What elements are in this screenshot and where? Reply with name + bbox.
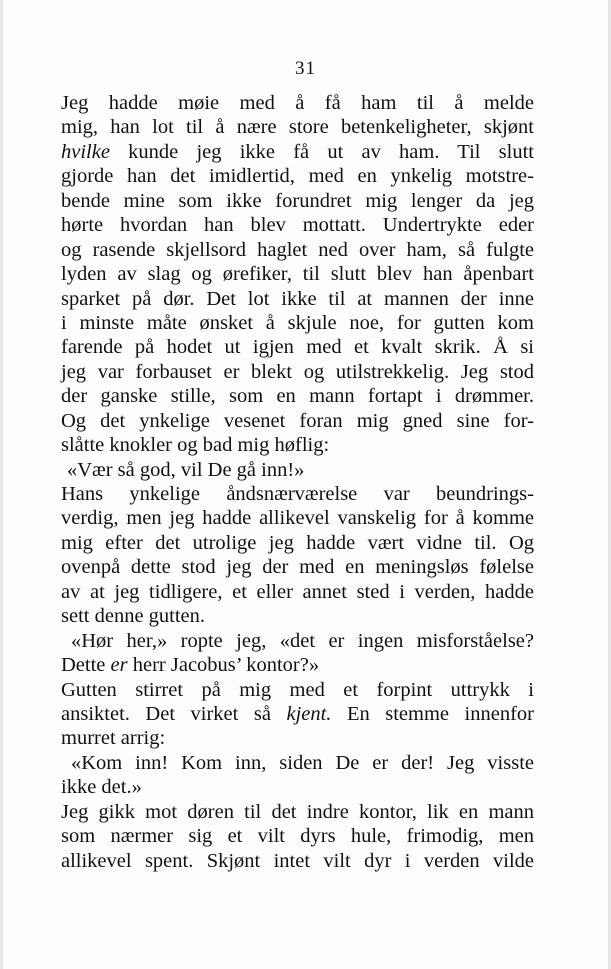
text-segment: Dette (61, 654, 111, 677)
text-segment: lyden av slag og ørefiker, til slutt blev han åpenbart (61, 263, 534, 286)
text-segment: sparket på dør. Det lot ikke til at mannen der inne (61, 287, 534, 310)
text-line (61, 580, 534, 604)
text-segment: allikevel spent. Skjønt intet vilt dyr i verden vilde (61, 849, 534, 872)
italic-word: kjent. (286, 702, 332, 725)
text-line (61, 629, 534, 653)
text-segment: farende på hodet ut igjen med et kvalt skrik. Å si (61, 336, 534, 359)
text-line (61, 164, 534, 188)
text-segment: Gutten stirret på mig med et forpint uttrykk i (61, 678, 534, 701)
text-line (61, 678, 534, 702)
text-segment: ansiktet. Det virket så (61, 702, 287, 725)
text-line (61, 140, 534, 164)
text-segment: av at jeg tidligere, et eller annet sted i verden, hadde (61, 580, 534, 603)
text-line (61, 433, 534, 457)
text-segment: murret arrig: (61, 727, 166, 750)
text-line (61, 555, 534, 579)
italic-word: er (110, 654, 128, 677)
text-segment: «Vær så god, vil De gå inn!» (67, 458, 305, 481)
text-segment: og rasende skjellsord haglet ned over ham, så fulgte (61, 238, 534, 261)
page-number: 31 (295, 58, 316, 79)
italic-word: hvilke (61, 140, 110, 163)
text-segment: «Kom inn! Kom inn, siden De er der! Jeg visste (71, 751, 534, 774)
text-segment: ikke det.» (61, 776, 142, 799)
text-line (61, 91, 534, 115)
text-line (61, 482, 534, 506)
text-line (61, 262, 534, 286)
text-segment: som nærmer sig et vilt dyrs hule, frimodig, men (61, 825, 534, 848)
text-segment: i minste måte ønsket å skjule noe, for gutten kom (61, 311, 534, 334)
text-segment: verdig, men jeg hadde allikevel vanskelig for å komme (61, 507, 534, 530)
text-segment: «Hør her,» ropte jeg, «det er ingen misforståelse? (71, 629, 534, 652)
body-text (61, 91, 534, 873)
text-line (61, 531, 534, 555)
text-line (61, 653, 534, 677)
text-line (61, 287, 534, 311)
text-segment: Og det ynkelige vesenet foran mig gned sine for- (61, 409, 534, 432)
text-segment: slåtte knokler og bad mig høflig: (61, 434, 330, 457)
text-segment: gjorde han det imidlertid, med en ynkelig motstre- (61, 165, 534, 188)
text-segment: herr Jacobus’ kontor?» (127, 654, 320, 677)
text-line (61, 409, 534, 433)
text-line (61, 506, 534, 530)
text-segment: ovenpå dette stod jeg der med en meningsløs følelse (61, 556, 534, 579)
book-page (3, 0, 608, 969)
text-line (61, 213, 534, 237)
text-segment: hørte hvordan han blev mottatt. Undertrykte eder (61, 214, 534, 237)
text-line (61, 702, 534, 726)
text-line (61, 458, 534, 482)
text-segment: En stemme innenfor (331, 702, 534, 725)
text-line (61, 384, 534, 408)
text-line (61, 800, 534, 824)
text-line (61, 849, 534, 873)
text-segment: Jeg gikk mot døren til det indre kontor, lik en mann (61, 800, 534, 823)
text-line (61, 604, 534, 628)
text-line (61, 335, 534, 359)
text-line (61, 751, 534, 775)
text-line (61, 824, 534, 848)
text-line (61, 238, 534, 262)
text-segment: bende mine som ikke forundret mig lenger da jeg (61, 189, 534, 212)
text-line (61, 189, 534, 213)
text-line (61, 726, 534, 750)
text-line (61, 115, 534, 139)
text-segment: der ganske stille, som en mann fortapt i drømmer. (61, 385, 534, 408)
text-segment: Hans ynkelige åndsnærværelse var beundrings- (61, 483, 534, 505)
text-segment: kunde jeg ikke få ut av ham. Til slutt (109, 140, 534, 163)
text-segment: mig, han lot til å nære store betenkeligheter, skjønt (61, 116, 534, 139)
text-segment: sett denne gutten. (61, 605, 206, 628)
text-line (61, 360, 534, 384)
text-segment: mig efter det utrolige jeg hadde vært vidne til. Og (61, 531, 534, 554)
text-segment: jeg var forbauset er blekt og utilstrekkelig. Jeg stod (61, 360, 534, 383)
text-line (61, 311, 534, 335)
text-segment: Jeg hadde møie med å få ham til å melde (61, 92, 534, 114)
text-line (61, 775, 534, 799)
